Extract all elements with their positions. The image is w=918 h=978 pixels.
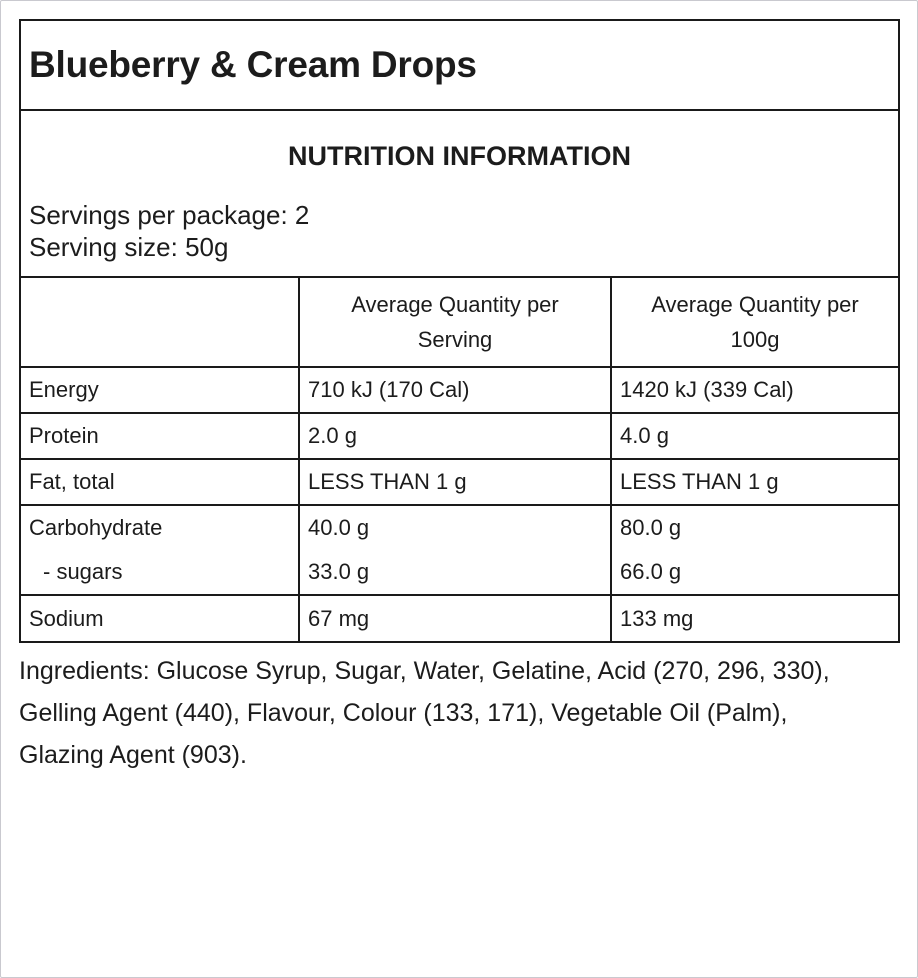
per-serving-value: 40.0 g [308, 515, 370, 540]
ingredients-text: Ingredients: Glucose Syrup, Sugar, Water, Gelatine, Acid (270, 296, 330), Gelling Agent (440), Flavour, Colour (133, 171), Vegetable Oil (Palm), Glazing Agent (903). [19, 657, 830, 769]
table-row-carbohydrate [21, 505, 898, 595]
header-per-100g: Average Quantity per 100g [611, 278, 898, 367]
table-row-energy [21, 367, 898, 413]
title-row [21, 21, 898, 111]
nutrition-table [21, 278, 898, 641]
per-100g-value: 133 mg [611, 595, 898, 641]
per-100g-value: 4.0 g [611, 413, 898, 459]
nutrition-heading: NUTRITION INFORMATION [288, 141, 631, 171]
header-nutrient [21, 278, 299, 367]
table-header-row [21, 278, 898, 367]
per-100g-cell [611, 505, 898, 595]
per-serving-value: 2.0 g [299, 413, 611, 459]
per-100g-value: 1420 kJ (339 Cal) [611, 367, 898, 413]
per-100g-value: 80.0 g [620, 515, 682, 540]
nutrient-name: Energy [21, 367, 299, 413]
nutrient-name: Sodium [21, 595, 299, 641]
per-100g-value: LESS THAN 1 g [611, 459, 898, 505]
table-row-protein [21, 413, 898, 459]
sub-per-serving-value: 33.0 g [308, 559, 370, 584]
per-serving-cell [299, 505, 611, 595]
nutrient-name: Carbohydrate [29, 515, 163, 540]
per-serving-value: 67 mg [299, 595, 611, 641]
serving-size: Serving size: 50g [29, 232, 229, 262]
table-row-sodium [21, 595, 898, 641]
header-per-serving: Average Quantity per Serving [299, 278, 611, 367]
nutrient-name: Fat, total [21, 459, 299, 505]
per-serving-value: 710 kJ (170 Cal) [299, 367, 611, 413]
per-serving-value: LESS THAN 1 g [299, 459, 611, 505]
nutrition-info-block [21, 111, 898, 278]
nutrient-name: Protein [21, 413, 299, 459]
product-title: Blueberry & Cream Drops [29, 44, 477, 85]
table-row-fat [21, 459, 898, 505]
sub-per-100g-value: 66.0 g [620, 559, 682, 584]
nutrition-panel [19, 19, 900, 643]
nutrient-name-cell [21, 505, 299, 595]
servings-per-package: Servings per package: 2 [29, 200, 310, 230]
sub-nutrient-name: - sugars [43, 559, 123, 584]
